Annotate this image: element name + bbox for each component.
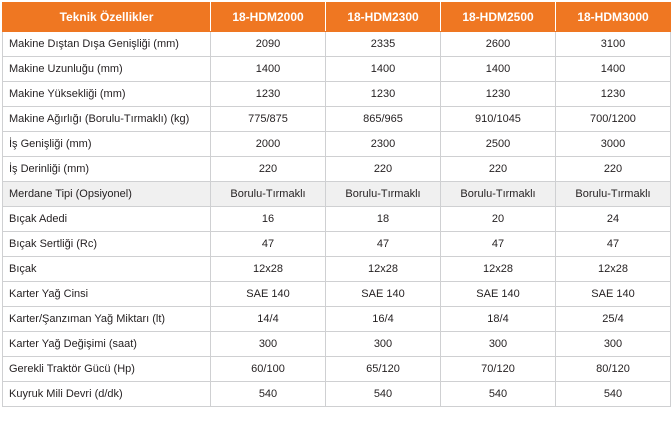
row-value: 220 — [211, 157, 326, 182]
row-value: 65/120 — [326, 357, 441, 382]
table-row — [3, 307, 671, 332]
table-header-row — [3, 3, 671, 32]
row-value: 1400 — [441, 57, 556, 82]
row-label: Makine Ağırlığı (Borulu-Tırmaklı) (kg) — [3, 107, 211, 132]
row-value: 1400 — [326, 57, 441, 82]
row-label: Makine Dıştan Dışa Genişliği (mm) — [3, 32, 211, 57]
row-value: 540 — [326, 382, 441, 407]
row-value: SAE 140 — [326, 282, 441, 307]
table-row — [3, 357, 671, 382]
row-value: 540 — [211, 382, 326, 407]
row-value: 1230 — [326, 82, 441, 107]
row-value: 16/4 — [326, 307, 441, 332]
row-label: Gerekli Traktör Gücü (Hp) — [3, 357, 211, 382]
row-value: 700/1200 — [556, 107, 671, 132]
table-row — [3, 207, 671, 232]
table-row — [3, 257, 671, 282]
row-value: 540 — [556, 382, 671, 407]
row-value: Borulu-Tırmaklı — [441, 182, 556, 207]
row-value: 3000 — [556, 132, 671, 157]
row-value: 2300 — [326, 132, 441, 157]
row-value: 47 — [211, 232, 326, 257]
row-label: İş Derinliği (mm) — [3, 157, 211, 182]
row-value: SAE 140 — [211, 282, 326, 307]
row-value: 1400 — [556, 57, 671, 82]
row-value: 2600 — [441, 32, 556, 57]
table-row — [3, 382, 671, 407]
row-value: 540 — [441, 382, 556, 407]
row-value: 1230 — [441, 82, 556, 107]
row-value: 300 — [211, 332, 326, 357]
table-row — [3, 182, 671, 207]
row-label: Merdane Tipi (Opsiyonel) — [3, 182, 211, 207]
row-label: Makine Yüksekliği (mm) — [3, 82, 211, 107]
row-value: 775/875 — [211, 107, 326, 132]
table-row — [3, 32, 671, 57]
row-value: 47 — [441, 232, 556, 257]
column-header-feature: Teknik Özellikler — [3, 3, 211, 32]
column-header-model-1: 18-HDM2000 — [211, 3, 326, 32]
row-label: Bıçak Sertliği (Rc) — [3, 232, 211, 257]
row-label: Bıçak Adedi — [3, 207, 211, 232]
table-row — [3, 282, 671, 307]
table-row — [3, 57, 671, 82]
table-row — [3, 132, 671, 157]
row-value: 1400 — [211, 57, 326, 82]
row-value: 47 — [556, 232, 671, 257]
row-value: 2090 — [211, 32, 326, 57]
row-value: 300 — [441, 332, 556, 357]
row-value: 18/4 — [441, 307, 556, 332]
column-header-model-3: 18-HDM2500 — [441, 3, 556, 32]
row-label: Bıçak — [3, 257, 211, 282]
table-row — [3, 157, 671, 182]
row-value: 220 — [556, 157, 671, 182]
column-header-model-4: 18-HDM3000 — [556, 3, 671, 32]
row-value: 12x28 — [211, 257, 326, 282]
row-value: 12x28 — [326, 257, 441, 282]
row-value: 1230 — [556, 82, 671, 107]
row-value: 80/120 — [556, 357, 671, 382]
row-label: Karter Yağ Değişimi (saat) — [3, 332, 211, 357]
row-value: SAE 140 — [441, 282, 556, 307]
row-value: 2000 — [211, 132, 326, 157]
row-value: 70/120 — [441, 357, 556, 382]
row-value: Borulu-Tırmaklı — [211, 182, 326, 207]
row-label: Makine Uzunluğu (mm) — [3, 57, 211, 82]
row-value: 220 — [441, 157, 556, 182]
technical-specifications-table — [2, 2, 671, 407]
row-value: 20 — [441, 207, 556, 232]
row-value: 14/4 — [211, 307, 326, 332]
row-value: 300 — [326, 332, 441, 357]
row-value: 1230 — [211, 82, 326, 107]
row-label: Kuyruk Mili Devri (d/dk) — [3, 382, 211, 407]
row-value: 12x28 — [556, 257, 671, 282]
table-header — [3, 3, 671, 32]
table-body — [3, 32, 671, 407]
row-value: 3100 — [556, 32, 671, 57]
row-value: 25/4 — [556, 307, 671, 332]
row-value: Borulu-Tırmaklı — [556, 182, 671, 207]
row-value: 47 — [326, 232, 441, 257]
row-label: İş Genişliği (mm) — [3, 132, 211, 157]
row-value: 12x28 — [441, 257, 556, 282]
column-header-model-2: 18-HDM2300 — [326, 3, 441, 32]
row-value: 865/965 — [326, 107, 441, 132]
row-value: SAE 140 — [556, 282, 671, 307]
table-row — [3, 332, 671, 357]
row-value: 2500 — [441, 132, 556, 157]
table-row — [3, 107, 671, 132]
row-label: Karter Yağ Cinsi — [3, 282, 211, 307]
table-row — [3, 232, 671, 257]
row-label: Karter/Şanzıman Yağ Miktarı (lt) — [3, 307, 211, 332]
table-row — [3, 82, 671, 107]
row-value: 24 — [556, 207, 671, 232]
row-value: 16 — [211, 207, 326, 232]
row-value: 60/100 — [211, 357, 326, 382]
row-value: 18 — [326, 207, 441, 232]
row-value: Borulu-Tırmaklı — [326, 182, 441, 207]
row-value: 300 — [556, 332, 671, 357]
row-value: 220 — [326, 157, 441, 182]
row-value: 910/1045 — [441, 107, 556, 132]
row-value: 2335 — [326, 32, 441, 57]
